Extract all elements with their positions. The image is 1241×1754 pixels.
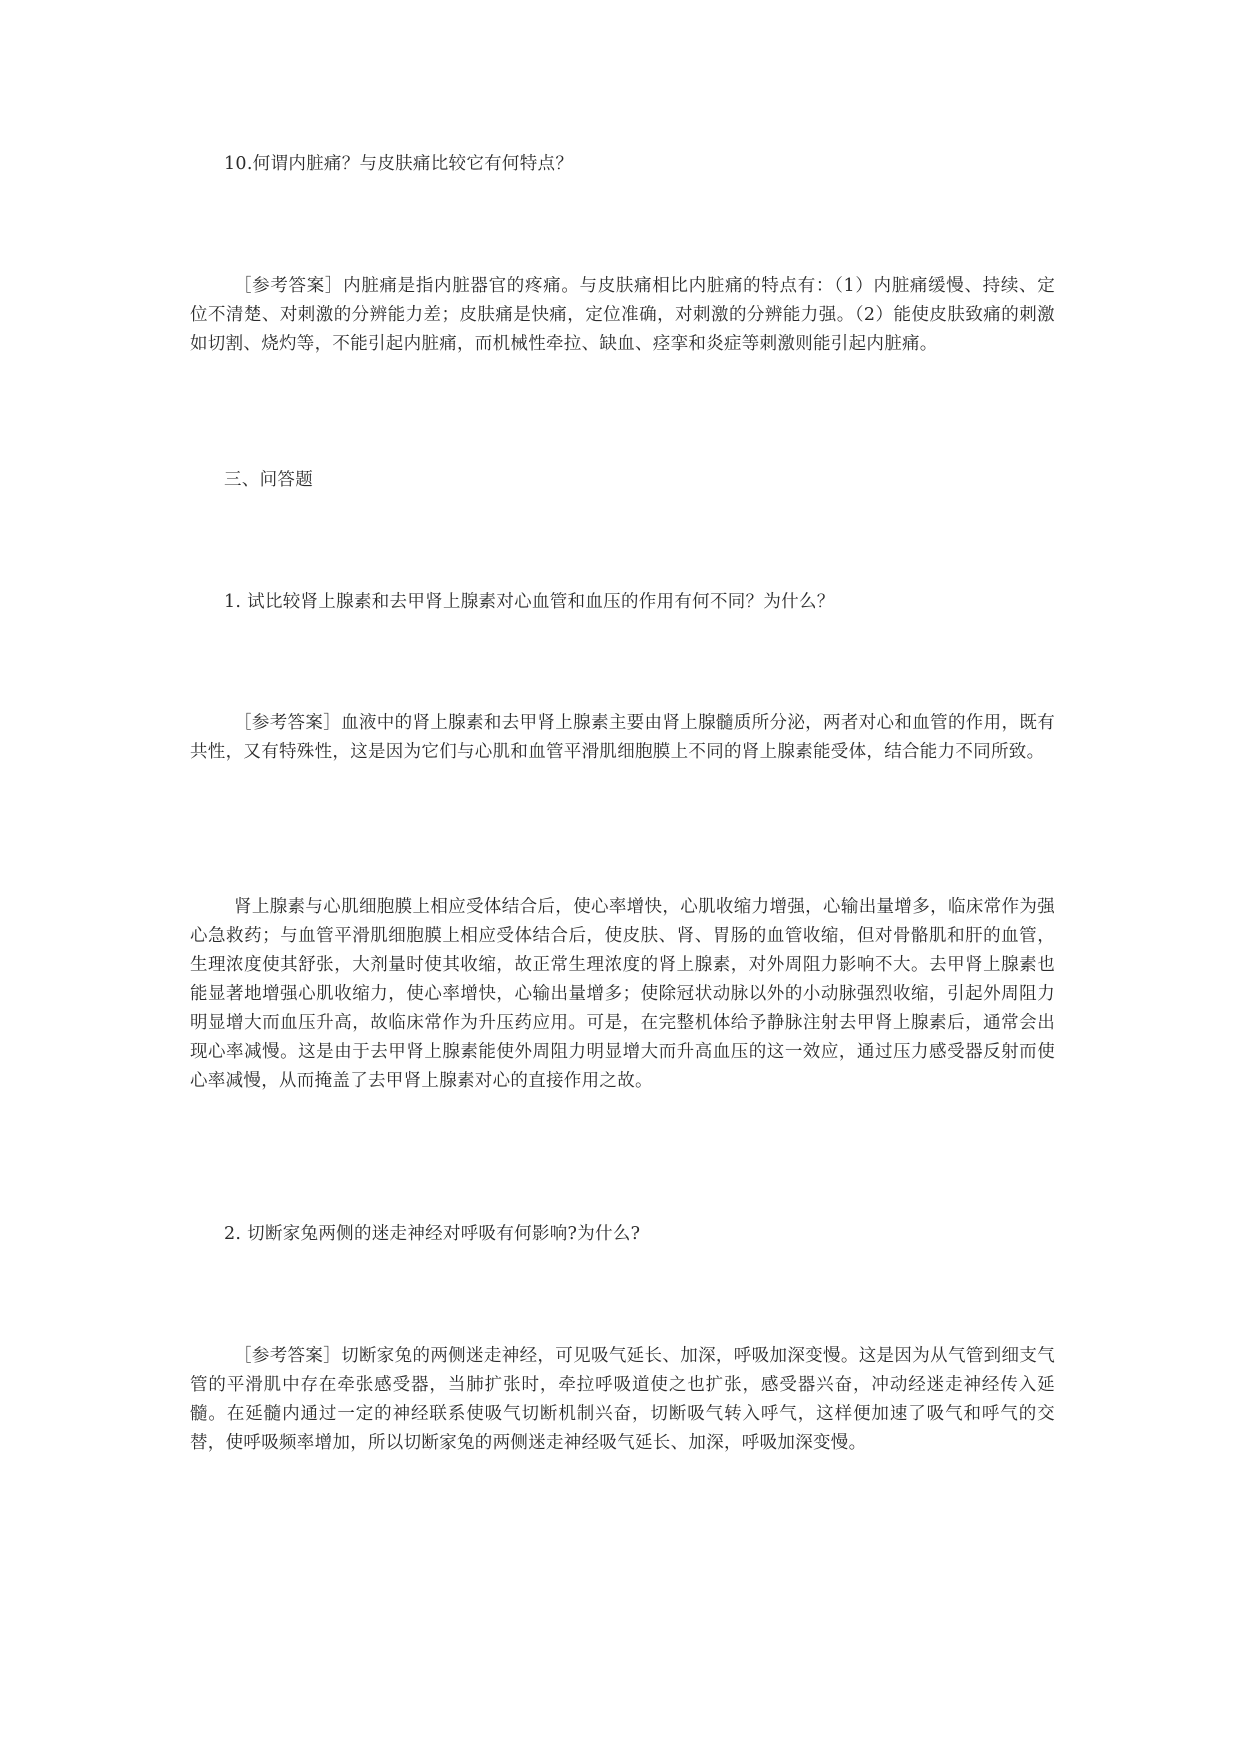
answer-1: ［参考答案］血液中的肾上腺素和去甲肾上腺素主要由肾上腺髓质所分泌，两者对心和血管的作用，既有共性，又有特殊性，这是因为它们与心肌和血管平滑肌细胞膜上不同的肾上腺素能受体，结合能力不同所致。: [190, 713, 1055, 762]
question-1: 1. 试比较肾上腺素和去甲肾上腺素对心血管和血压的作用有何不同？为什么？: [224, 592, 835, 612]
section-title: 三、问答题: [224, 470, 313, 490]
question-10: 10.何谓内脏痛？与皮肤痛比较它有何特点？: [224, 154, 574, 174]
answer-1-detail: 肾上腺素与心肌细胞膜上相应受体结合后，使心率增快，心肌收缩力增强，心输出量增多，临床常作为强心急救药；与血管平滑肌细胞膜上相应受体结合后，使皮肤、肾、胃肠的血管收缩，但对骨骼肌和肝的血管，生理浓度使其舒张，大剂量时使其收缩，故正常生理浓度的肾上腺素，对外周阻力影响不大。去甲肾上腺素也能显著地增强心肌收缩力，使心率增快，心输出量增多；使除冠状动脉以外的小动脉强烈收缩，引起外周阻力明显增大而血压升高，故临床常作为升压药应用。可是，在完整机体给予静脉注射去甲肾上腺素后，通常会出现心率减慢。这是由于去甲肾上腺素能使外周阻力明显增大而升高血压的这一效应，通过压力感受器反射而使心率减慢，从而掩盖了去甲肾上腺素对心的直接作用之故。: [190, 897, 1055, 1091]
answer-2: ［参考答案］切断家兔的两侧迷走神经，可见吸气延长、加深，呼吸加深变慢。这是因为从气管到细支气管的平滑肌中存在牵张感受器，当肺扩张时，牵拉呼吸道使之也扩张，感受器兴奋，冲动经迷走神经传入延髓。在延髓内通过一定的神经联系使吸气切断机制兴奋，切断吸气转入呼气，这样便加速了吸气和呼气的交替，使呼吸频率增加，所以切断家兔的两侧迷走神经吸气延长、加深，呼吸加深变慢。: [190, 1346, 1055, 1453]
question-2: 2. 切断家兔两侧的迷走神经对呼吸有何影响?为什么?: [224, 1224, 641, 1244]
answer-10: ［参考答案］内脏痛是指内脏器官的疼痛。与皮肤痛相比内脏痛的特点有：（1）内脏痛缓慢、持续、定位不清楚、对刺激的分辨能力差；皮肤痛是快痛，定位准确，对刺激的分辨能力强。（2）能使皮肤致痛的刺激如切割、烧灼等，不能引起内脏痛，而机械性牵拉、缺血、痉挛和炎症等刺激则能引起内脏痛。: [190, 276, 1055, 354]
